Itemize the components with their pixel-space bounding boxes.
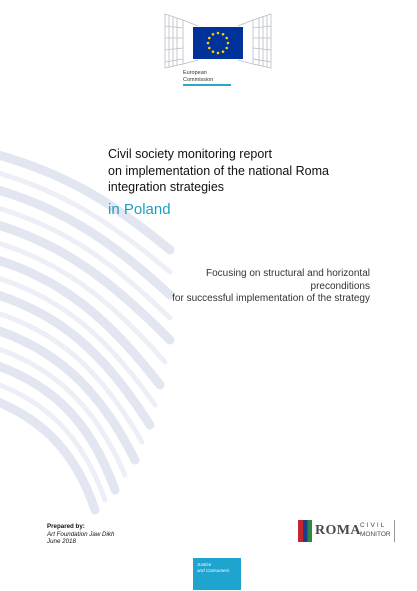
report-country: in Poland (108, 201, 171, 218)
subtitle-line1: Focusing on structural and horizontal (206, 268, 370, 279)
european-commission-logo (163, 12, 273, 90)
title-line2: on implementation of the national Roma (108, 163, 329, 178)
prepared-by-date: June 2018 (47, 538, 76, 546)
logo-civil-text: CIVIL (360, 522, 387, 529)
logo-color-block-icon (298, 520, 312, 542)
report-subtitle (110, 268, 370, 306)
logo-text-line2: Commission (183, 77, 214, 83)
roma-civil-monitor-logo (298, 518, 398, 544)
logo-underline (183, 84, 231, 86)
report-title (108, 146, 388, 196)
prepared-by-label: Prepared by: (47, 523, 85, 530)
badge-line1: Justice (197, 562, 212, 567)
logo-separator (394, 520, 395, 542)
prepared-by-org: Art Foundation Jaw Dikh (47, 530, 115, 538)
prepared-by-block (47, 523, 114, 546)
logo-text-line1: European (183, 70, 207, 76)
logo-roma-text: ROMA (315, 523, 361, 538)
justice-consumers-badge (193, 558, 241, 590)
title-line1: Civil society monitoring report (108, 147, 272, 161)
badge-line2: and Consumers (197, 567, 230, 573)
title-line3: integration strategies (108, 180, 225, 194)
subtitle-line2: preconditions (310, 280, 370, 292)
logo-monitor-text: MONITOR (360, 531, 391, 538)
logo-text (183, 70, 213, 84)
subtitle-line3: for successful implementation of the strategy (172, 293, 370, 304)
